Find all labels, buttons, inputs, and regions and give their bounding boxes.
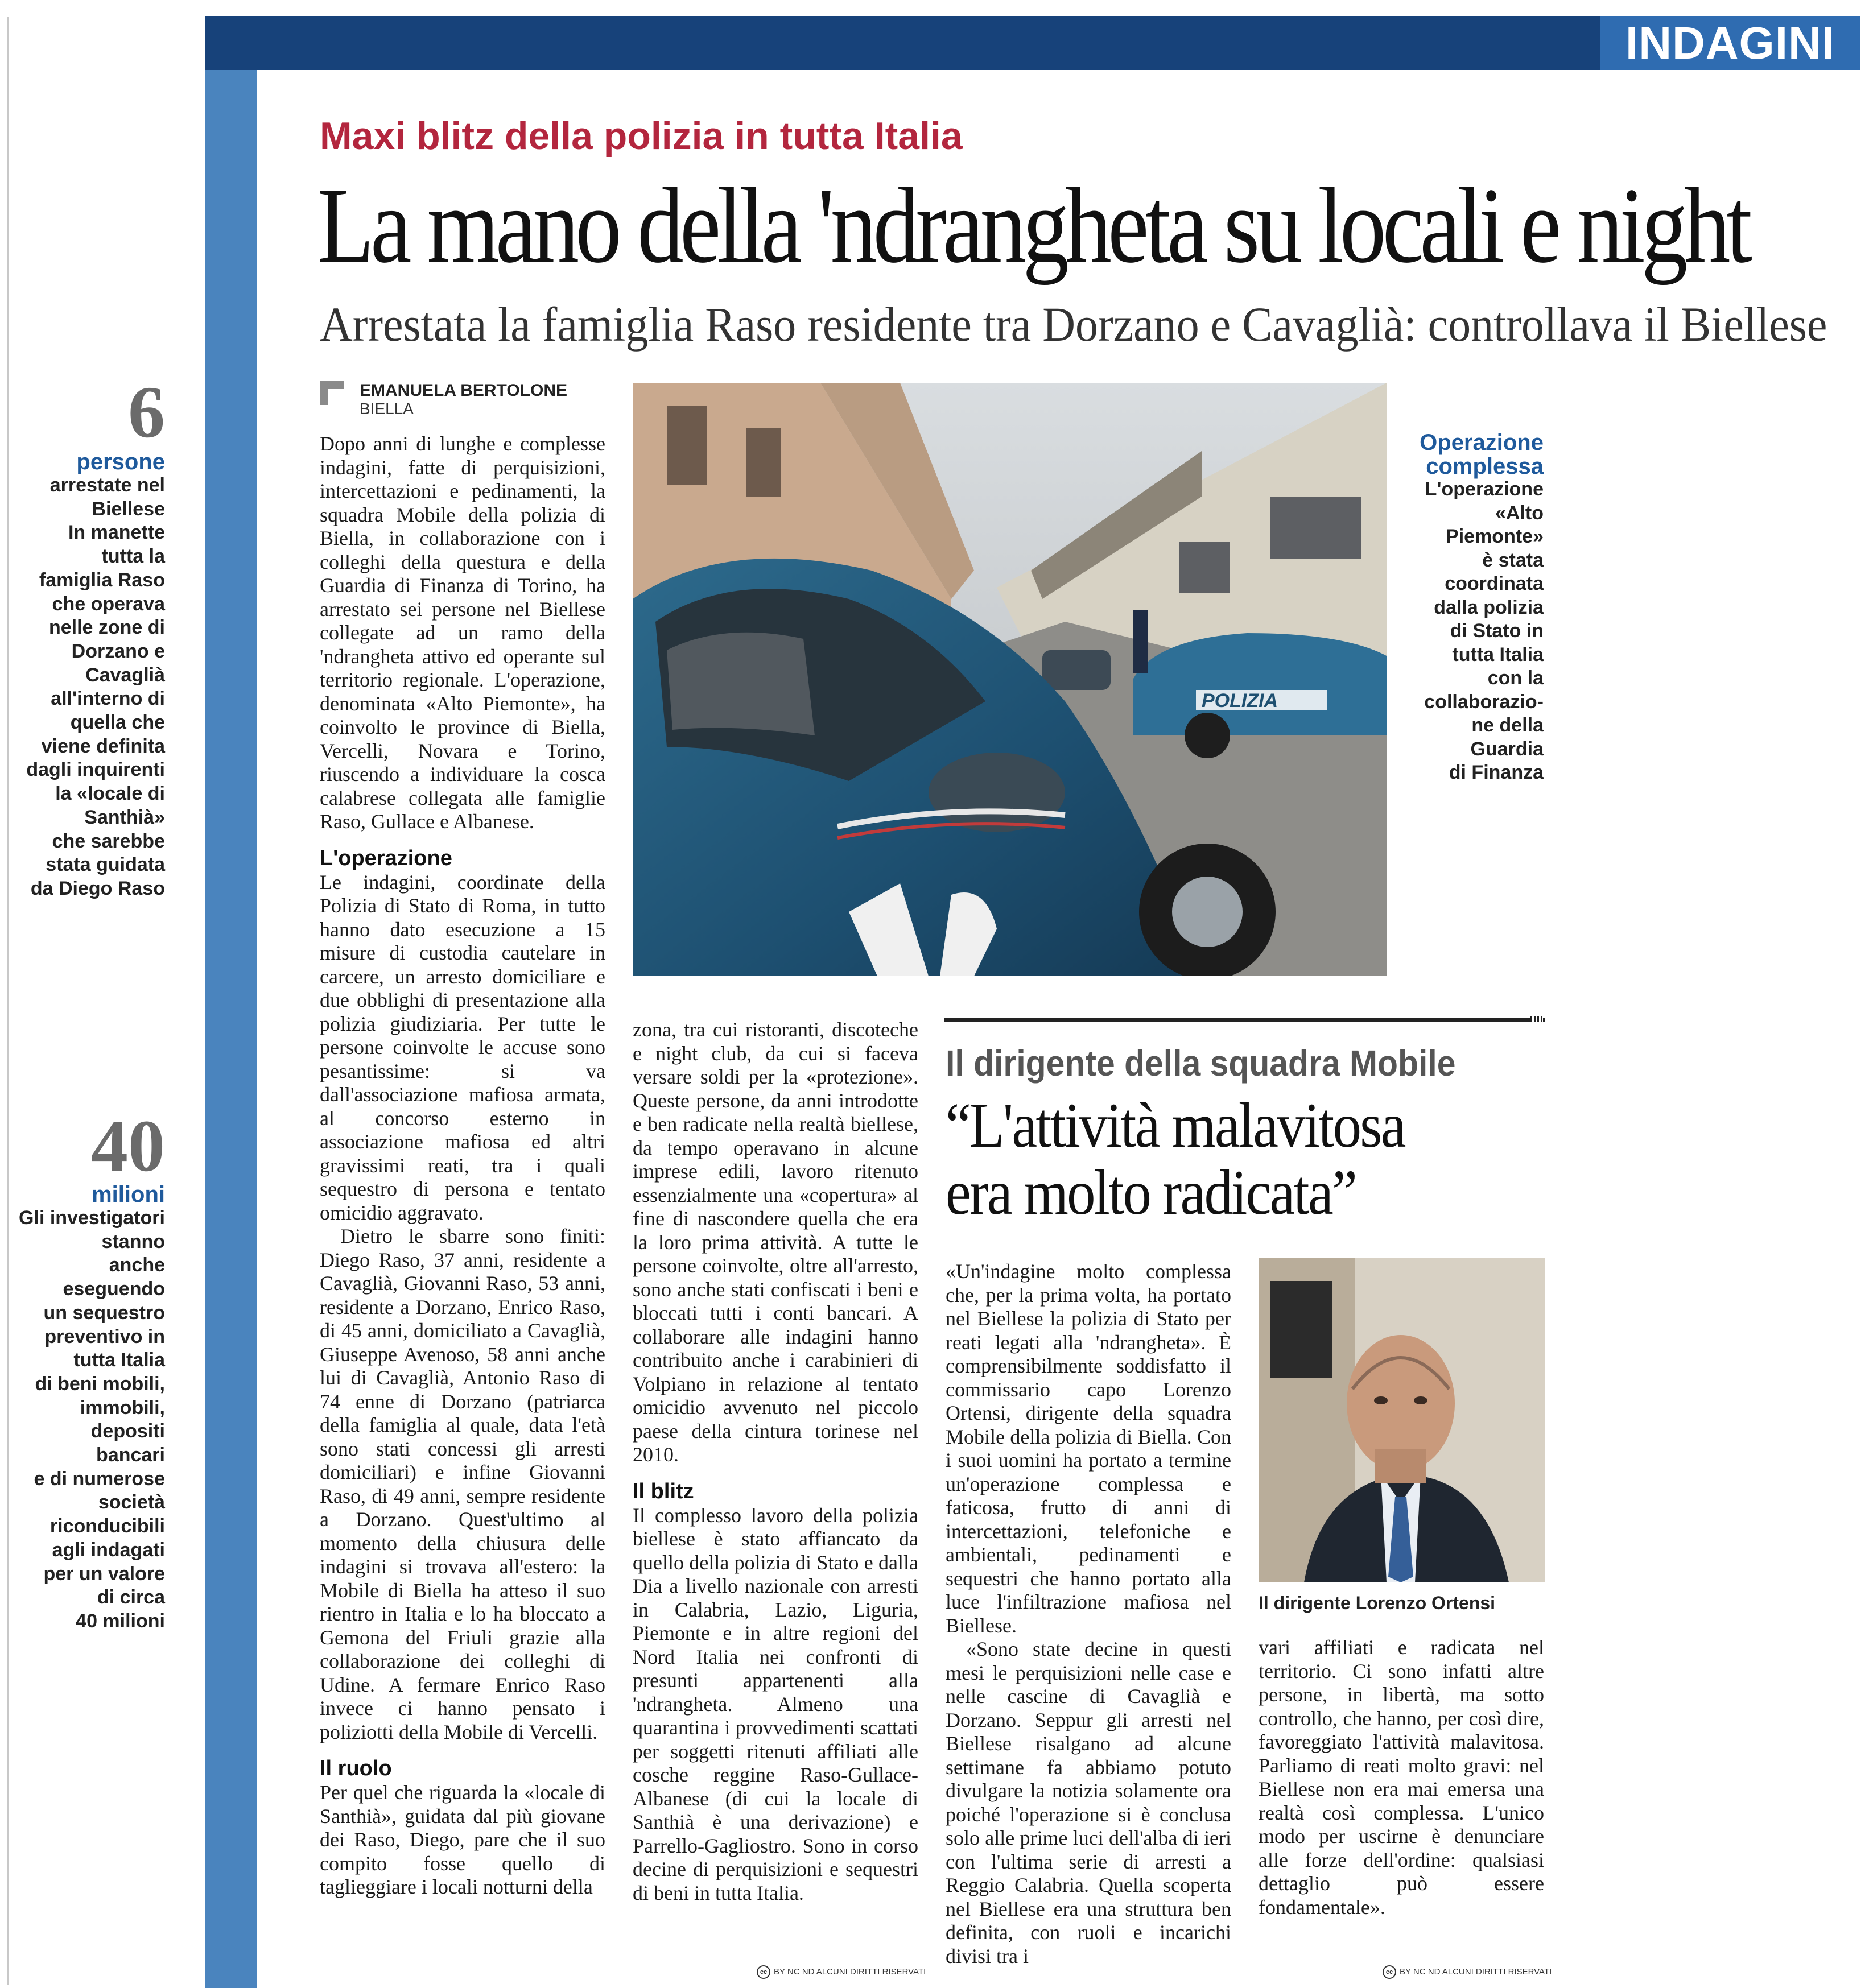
article-paragraph: Il complesso lavoro della polizia biellese è stato affiancato da quello della polizia di Stato e dalla Dia a livello nazionale con arresti in Calabria, Lazio, Liguria, Piemonte e in altre regioni del Nord Italia nei confronti di presunti appartenenti alla 'ndrangheta. Almeno una quarantina i provvedimenti scattati per soggetti ritenuti affiliati alle cosche reggine Raso-Gullace-Albanese (di cui la locale di Santhià è una derivazione) e Parrello-Gagliostro. Sono in corso decine di perquisizioni e sequestri di beni in tutta Italia. bbox=[633, 1503, 918, 1904]
portrait-photo bbox=[1259, 1258, 1545, 1582]
article-subheading: Il blitz bbox=[633, 1479, 694, 1503]
decorative-side-strip bbox=[205, 70, 257, 1988]
license-note bbox=[757, 1965, 926, 1979]
article-paragraph: Dietro le sbarre sono finiti: Diego Raso, 37 anni, residente a Cavaglià, Giovanni Raso, 53 anni, residente a Dorzano, Enrico Raso, di 45 anni, domiciliato a Cavaglià, Giuseppe Avenoso, 58 anni anche lui di Cavaglià, Antonio Raso di 74 enne di Dorzano (patriarca della famiglia al quale, data l'età sono stati concessi gli arresti domiciliari) e infine Giovanni Raso, di 49 anni, sempre residente a Dorzano. Quest'ultimo al momento della chiusura delle indagini si trovava all'estero: la Mobile di Biella ha atteso il suo rientro in Italia e lo ha bloccato a Gemona del Friuli grazie alla collaborazione dei colleghi di Udine. A fermare Enrico Raso invece ci hanno pensato i poliziotti della Mobile di Vercelli. bbox=[320, 1225, 605, 1743]
article-subhead: Arrestata la famiglia Raso residente tra Dorzano e Cavaglià: controllava il Biellese bbox=[320, 297, 1827, 352]
article-headline: La mano della 'ndrangheta su locali e night bbox=[317, 166, 1749, 286]
portrait-caption: Il dirigente Lorenzo Ortensi bbox=[1259, 1593, 1496, 1613]
page-edge-rule bbox=[7, 17, 9, 1985]
byline-place: BIELLA bbox=[360, 400, 414, 418]
interview-kicker: Il dirigente della squadra Mobile bbox=[946, 1043, 1456, 1084]
license-text: BY NC ND ALCUNI DIRITTI RISERVATI bbox=[1400, 1966, 1552, 1977]
divider-ornament bbox=[1530, 1016, 1543, 1022]
stat-description: Gli investigatori stanno anche eseguendo un sequestro preventivo in tutta Italia di beni mobili, immobili, depositi bancari e di numerose società riconducibili agli indagati per un valore di circa 40 milioni bbox=[19, 1207, 165, 1632]
byline-author: EMANUELA BERTOLONE bbox=[360, 381, 568, 400]
section-tag: INDAGINI bbox=[1600, 16, 1860, 70]
byline-mark-icon bbox=[320, 381, 344, 405]
stat-description: arrestate nel Biellese In manette tutta la famiglia Raso che operava nelle zone di Dorzano e Cavaglià all'interno di quella che viene definita dagli inquirenti la «locale di Santhià» che sarebbe stata guidata da Diego Raso bbox=[26, 474, 165, 899]
police-car-lettering: POLIZIA bbox=[1202, 690, 1278, 712]
section-divider bbox=[944, 1018, 1545, 1026]
interview-headline: “L'attività malavitosa era molto radicata” bbox=[946, 1090, 1405, 1228]
interview-paragraph: «Sono state decine in questi mesi le perquisizioni nelle case e nelle cascine di Cavaglià e Dorzano. Seppur gli arresti nel Biellese risalgano ad alcune settimane fa abbiamo potuto divulgare la notizia solamente ora poiché l'operazione si è conclusa solo alle prime luci dell'alba di ieri con l'ultima serie di arresti a Reggio Calabria. Quella scoperta nel Biellese era una struttura ben definita, con ruoli e incarichi divisi tra i bbox=[946, 1638, 1231, 1968]
article-kicker: Maxi blitz della polizia in tutta Italia bbox=[320, 114, 963, 158]
interview-column-2 bbox=[1259, 1636, 1544, 1919]
cc-icon: cc bbox=[1383, 1965, 1396, 1979]
photo-caption-text: L'operazione «Alto Piemonte» è stata coordinata dalla polizia di Stato in tutta Italia con la collaborazio- ne della Guardia di Finanza bbox=[1424, 478, 1544, 783]
license-note bbox=[1383, 1965, 1552, 1979]
stat-unit: persone bbox=[76, 449, 165, 474]
article-column-2 bbox=[633, 1018, 918, 1905]
article-paragraph: zona, tra cui ristoranti, discoteche e night club, da cui si faceva versare soldi per la «protezione». Queste persone, da anni introdotte e ben radicate nella realtà biellese, da tempo operavano in alcune imprese edili, lavoro ritenuto essenzialmente una «copertura» al fine di nascondere quella che era la loro prima attività. A tutte le persone coinvolte, oltre all'arresto, sono anche stati confiscati i beni e bloccati tutti i conti bancari. A collaborare alle indagini hanno contribuito anche i carabinieri di Volpiano in relazione al tentato omicidio avvenuto nel piccolo paese della cintura torinese nel 2010. bbox=[633, 1018, 918, 1466]
interview-paragraph: vari affiliati e radicata nel territorio. Ci sono infatti altre persone, in libertà, ma sotto controllo, che hanno, per così dire, favoreggiato l'attività malavitosa. Parliamo di reati molto gravi: nel Biellese non era mai emersa una realtà così complessa. L'unico modo per uscirne è denunciare alle forze dell'ordine: qualsiasi dettaglio può essere fondamentale». bbox=[1259, 1636, 1544, 1919]
interview-column-1 bbox=[946, 1260, 1231, 1968]
police-car-photo bbox=[633, 383, 1387, 976]
stat-number: 40 bbox=[91, 1105, 165, 1187]
article-paragraph: Dopo anni di lunghe e complesse indagini, fatte di perquisizioni, intercettazioni e pedinamenti, la squadra Mobile della polizia di Biella, in collaborazione con i colleghi della questura e della Guardia di Finanza di Torino, ha arrestato sei persone nel Biellese collegate ad un ramo della 'ndrangheta attivo ed operante sul territorio regionale. L'operazione, denominata «Alto Piemonte», ha coinvolto le province di Biella, Vercelli, Novara e Torino, riuscendo a individuare la cosca calabrese collegata alle famiglie Raso, Gullace e Albanese. bbox=[320, 432, 605, 833]
photo-caption-title: Operazione complessa bbox=[1420, 430, 1544, 479]
article-paragraph: Per quel che riguarda la «locale di Santhià», guidata dal più giovane dei Raso, Diego, pare che il suo compito fosse quello di taglieggiare i locali notturni della bbox=[320, 1781, 605, 1898]
stat-unit: milioni bbox=[92, 1182, 165, 1207]
interview-paragraph: «Un'indagine molto complessa che, per la prima volta, ha portato nel Biellese la polizia di Stato per reati legati alla 'ndrangheta». È comprensibilmente soddisfatto il commissario capo Lorenzo Ortensi, dirigente della squadra Mobile della polizia di Biella. Con i suoi uomini ha portato a termine un'operazione complessa e faticosa, frutto di anni di intercettazioni, telefoniche e ambientali, pedinamenti e sequestri che hanno portato alla luce l'infiltrazione mafiosa nel Biellese. bbox=[946, 1260, 1231, 1637]
cc-icon: cc bbox=[757, 1965, 770, 1979]
article-paragraph: Le indagini, coordinate della Polizia di Stato di Roma, in tutto hanno dato esecuzione a 15 misure di custodia cautelare in carcere, un arresto domiciliare e due obblighi di presentazione alla polizia giudiziaria. Per tutte le persone coinvolte le accuse sono pesantissime: si va dall'associazione mafiosa armata, al concorso esterno in associazione mafiosa ed altri gravissimi reati, tra i quali sequestro di persona e tentato omicidio aggravato. bbox=[320, 870, 605, 1224]
stat-number: 6 bbox=[128, 371, 165, 453]
article-subheading: L'operazione bbox=[320, 846, 452, 870]
article-column-1 bbox=[320, 432, 605, 1899]
license-text: BY NC ND ALCUNI DIRITTI RISERVATI bbox=[774, 1966, 926, 1977]
article-subheading: Il ruolo bbox=[320, 1756, 392, 1780]
